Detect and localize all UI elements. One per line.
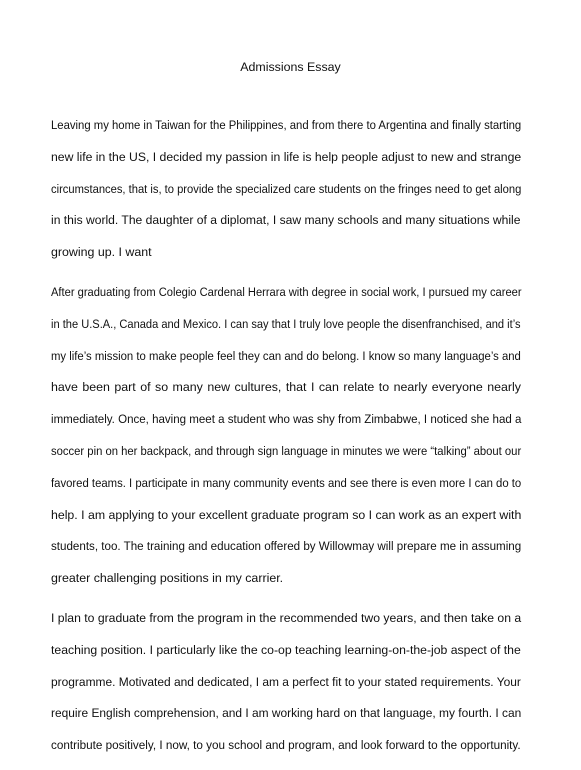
text-line: in this world. The daughter of a diplomat, I saw many schools and many situations while [51, 213, 521, 228]
paragraph-1 [51, 110, 521, 269]
text-line: soccer pin on her backpack, and through sign language in minutes we were “talking” about our [51, 443, 522, 458]
paragraph-2 [51, 277, 521, 595]
text-line: programme. Motivated and dedicated, I am a perfect fit to your stated requirements. Your [51, 674, 521, 689]
text-line: students, too. The training and education offered by Willowmay will prepare me in assuming [51, 539, 522, 554]
text-line: have been part of so many new cultures, that I can relate to nearly everyone nearly [51, 380, 521, 395]
text-line: growing up. I want [51, 245, 152, 260]
text-line: Leaving my home in Taiwan for the Philippines, and from there to Argentina and finally starting [51, 118, 522, 132]
text-line: favored teams. I participate in many community events and see there is even more I can do to [51, 475, 522, 490]
text-line: immediately. Once, having meet a student who was shy from Zimbabwe, I noticed she had a [51, 412, 522, 427]
text-line: After graduating from Colegio Cardenal Herrara with degree in social work, I pursued my career [51, 284, 522, 299]
text-line: greater challenging positions in my carrier. [51, 571, 284, 586]
paragraph-3 [51, 603, 521, 762]
document-body [51, 110, 521, 770]
text-line: in the U.S.A., Canada and Mexico. I can say that I truly love people the disenfranchised, and it’s [51, 316, 521, 331]
text-line: I plan to graduate from the program in the recommended two years, and then take on a [51, 610, 522, 625]
text-line: circumstances, that is, to provide the specialized care students on the fringes need to get along [51, 181, 522, 196]
text-line: my life’s mission to make people feel they can and do belong. I know so many language’s and [51, 348, 521, 363]
text-line: contribute positively, I now, to you school and program, and look forward to the opportunity. [51, 738, 521, 753]
text-line: require English comprehension, and I am working hard on that language, my fourth. I can [51, 706, 522, 721]
document-title: Admissions Essay [240, 60, 341, 74]
text-line: teaching position. I particularly like the co-op teaching learning-on-the-job aspect of the [51, 642, 521, 657]
text-line: new life in the US, I decided my passion in life is help people adjust to new and strange [51, 149, 522, 164]
text-line: help. I am applying to your excellent graduate program so I can work as an expert with [51, 507, 522, 522]
